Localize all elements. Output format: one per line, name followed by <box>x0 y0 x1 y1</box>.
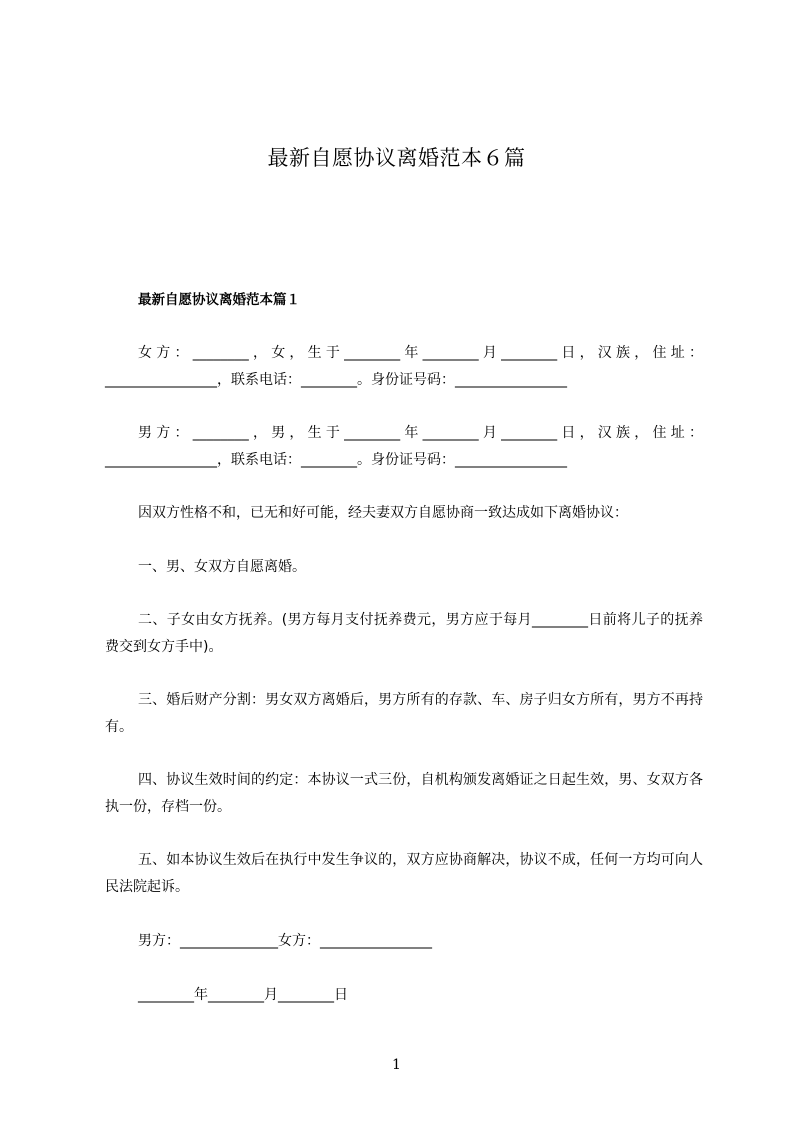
section-heading: 最新自愿协议离婚范本篇１ <box>138 292 300 308</box>
paragraph-preamble: 因双方性格不和，已无和好可能，经夫妻双方自愿协商一致达成如下离婚协议： <box>138 505 628 521</box>
paragraph-clause-2: 二、子女由女方抚养。(男方每月支付抚养费元，男方应于每月________日前将儿子的抚养费交到女方手中)。 <box>105 612 703 655</box>
page-number: 1 <box>392 1057 401 1073</box>
paragraph-clause-3: 三、婚后财产分割：男女双方离婚后，男方所有的存款、车、房子归女方所有，男方不再持有。 <box>105 692 703 735</box>
signature-line: 男方：______________女方：________________ <box>138 933 432 949</box>
paragraph-clause-5: 五、如本协议生效后在执行中发生争议的，双方应协商解决，协议不成，任何一方均可向人民法院起诉。 <box>105 852 703 895</box>
paragraph-husband-info: 男方：________，男，生于________年________月________日，汉族，住址：________________，联系电话：________。身份证号码：________________ <box>105 425 703 468</box>
paragraph-clause-1: 一、男、女双方自愿离婚。 <box>138 559 306 575</box>
date-line: ________年________月________日 <box>138 987 348 1003</box>
paragraph-wife-info: 女方：________，女，生于________年________月________日，汉族，住址：________________，联系电话：________。身份证号码：________________ <box>105 345 703 388</box>
paragraph-clause-4: 四、协议生效时间的约定：本协议一式三份，自机构颁发离婚证之日起生效，男、女双方各执一份，存档一份。 <box>105 772 703 815</box>
document-title: 最新自愿协议离婚范本６篇 <box>267 146 526 170</box>
